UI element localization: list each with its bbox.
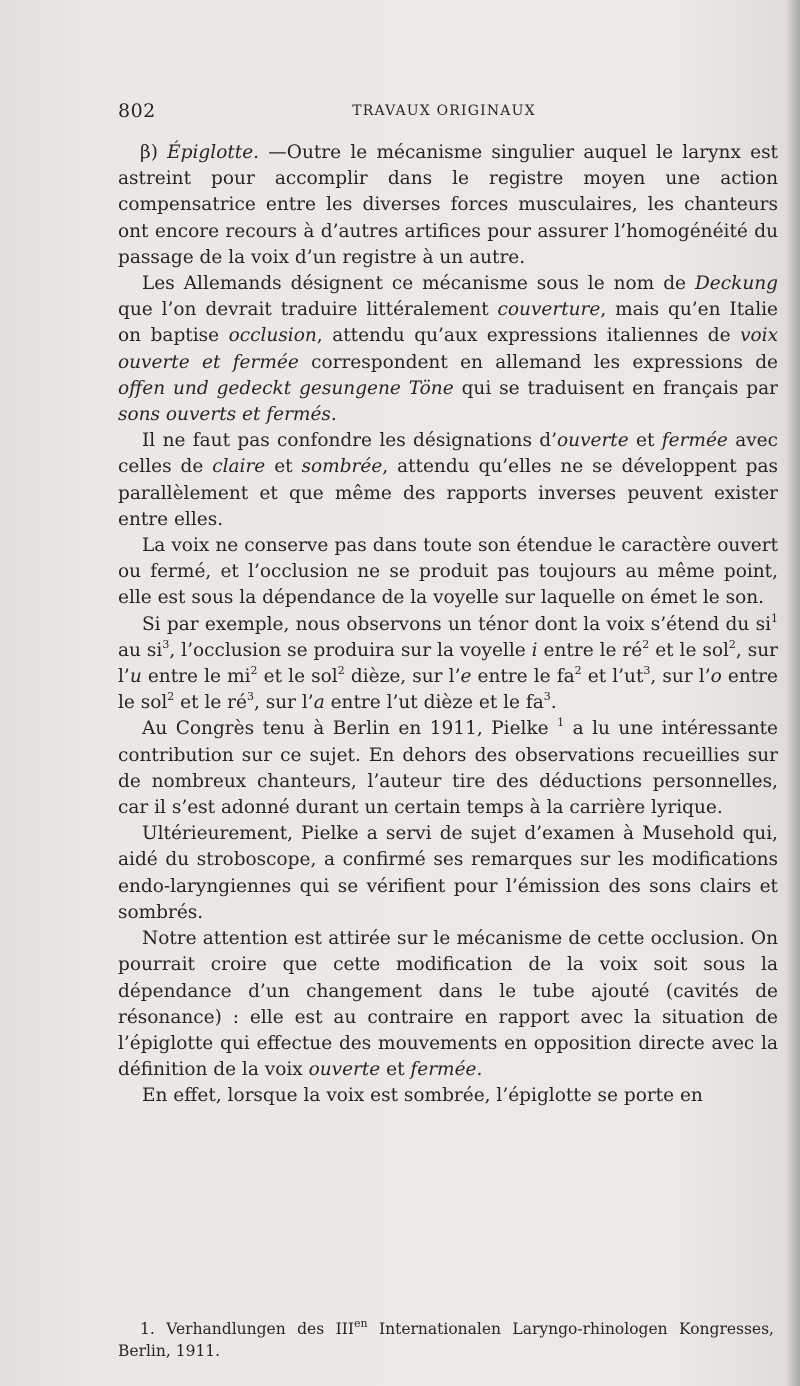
page-edge-shadow xyxy=(786,0,800,1386)
paragraph: Si par exemple, nous observons un ténor dont la voix s’étend du $si^1$ au $si^3$, l’occlusion se produira sur la voyelle i entre le $ré^2$ et le sol$^2$, sur l’u entre le $mi^2$ et le sol$^2$ dièze, sur l’e entre le $fa^2$ et $l’ut^3$, sur l’o entre le sol$^2$ et le $ré^3$, sur l’a entre l’ut dièze et le $fa^3$. xyxy=(118,611,779,714)
page-header xyxy=(112,100,776,126)
paragraph: La voix ne conserve pas dans toute son étendue le caractère ouvert ou fermé, et l’occlusion ne se produit pas toujours au même point, elle est sous la dépendance de la voyelle sur laquelle on émet le son. xyxy=(118,535,778,609)
paragraph: Notre attention est attirée sur le mécanisme de cette occlusion. On pourrait croire que cette modification de la voix soit sous la dépendance d’un changement dans le tube ajouté (cavités de résonance) : elle est au contraire en rapport avec la situation de l’épiglotte qui effectue des mouvements en opposition directe avec la définition de la voix ouverte et fermée. xyxy=(118,928,778,1081)
paragraph: Ultérieurement, Pielke a servi de sujet d’examen à Musehold qui, aidé du stroboscope, a confirmé ses remarques sur les modifications endo-laryngiennes qui se vérifient pour l’émission des sons clairs et sombrés. xyxy=(118,823,778,923)
paragraph: β) Épiglotte. —Outre le mécanisme singulier auquel le larynx est astreint pour accomplir dans le registre moyen une action compensatrice entre les diverses forces musculaires, les chanteurs ont encore recours à d’autres artifices pour assurer l’homogénéité du passage de la voix d’un registre à un autre. xyxy=(118,142,778,268)
page-number: 802 xyxy=(118,100,156,122)
running-head: TRAVAUX ORIGINAUX xyxy=(352,103,536,119)
footnote-text: 1. Verhandlungen des $III^{en}$ Internationalen Laryngo-rhinologen Kongresses, Berlin, 1911. xyxy=(118,1316,774,1360)
article-body xyxy=(118,140,778,1110)
paragraph: Les Allemands désignent ce mécanisme sous le nom de Deckung que l’on devrait traduire littéralement couverture, mais qu’en Italie on baptise occlusion, attendu qu’aux expressions italiennes de voix ouverte et fermée correspondent en allemand les expressions de offen und gedeckt gesungene Töne qui se traduisent en français par sons ouverts et fermés. xyxy=(118,273,779,426)
footnote xyxy=(118,1318,774,1362)
paragraph: Au Congrès tenu à Berlin en 1911, Pielke $^1$ a lu une intéressante contribution sur ce sujet. En dehors des observations recueillies sur de nombreux chanteurs, l’auteur tire des déductions personnelles, car il s’est adonné durant un certain temps à la carrière lyrique. xyxy=(118,716,778,819)
paragraph: En effet, lorsque la voix est sombrée, l’épiglotte se porte en xyxy=(142,1085,703,1107)
paragraph: Il ne faut pas confondre les désignations d’ouverte et fermée avec celles de claire et sombrée, attendu qu’elles ne se développent pas parallèlement et que même des rapports inverses peuvent exister entre elles. xyxy=(118,430,778,530)
